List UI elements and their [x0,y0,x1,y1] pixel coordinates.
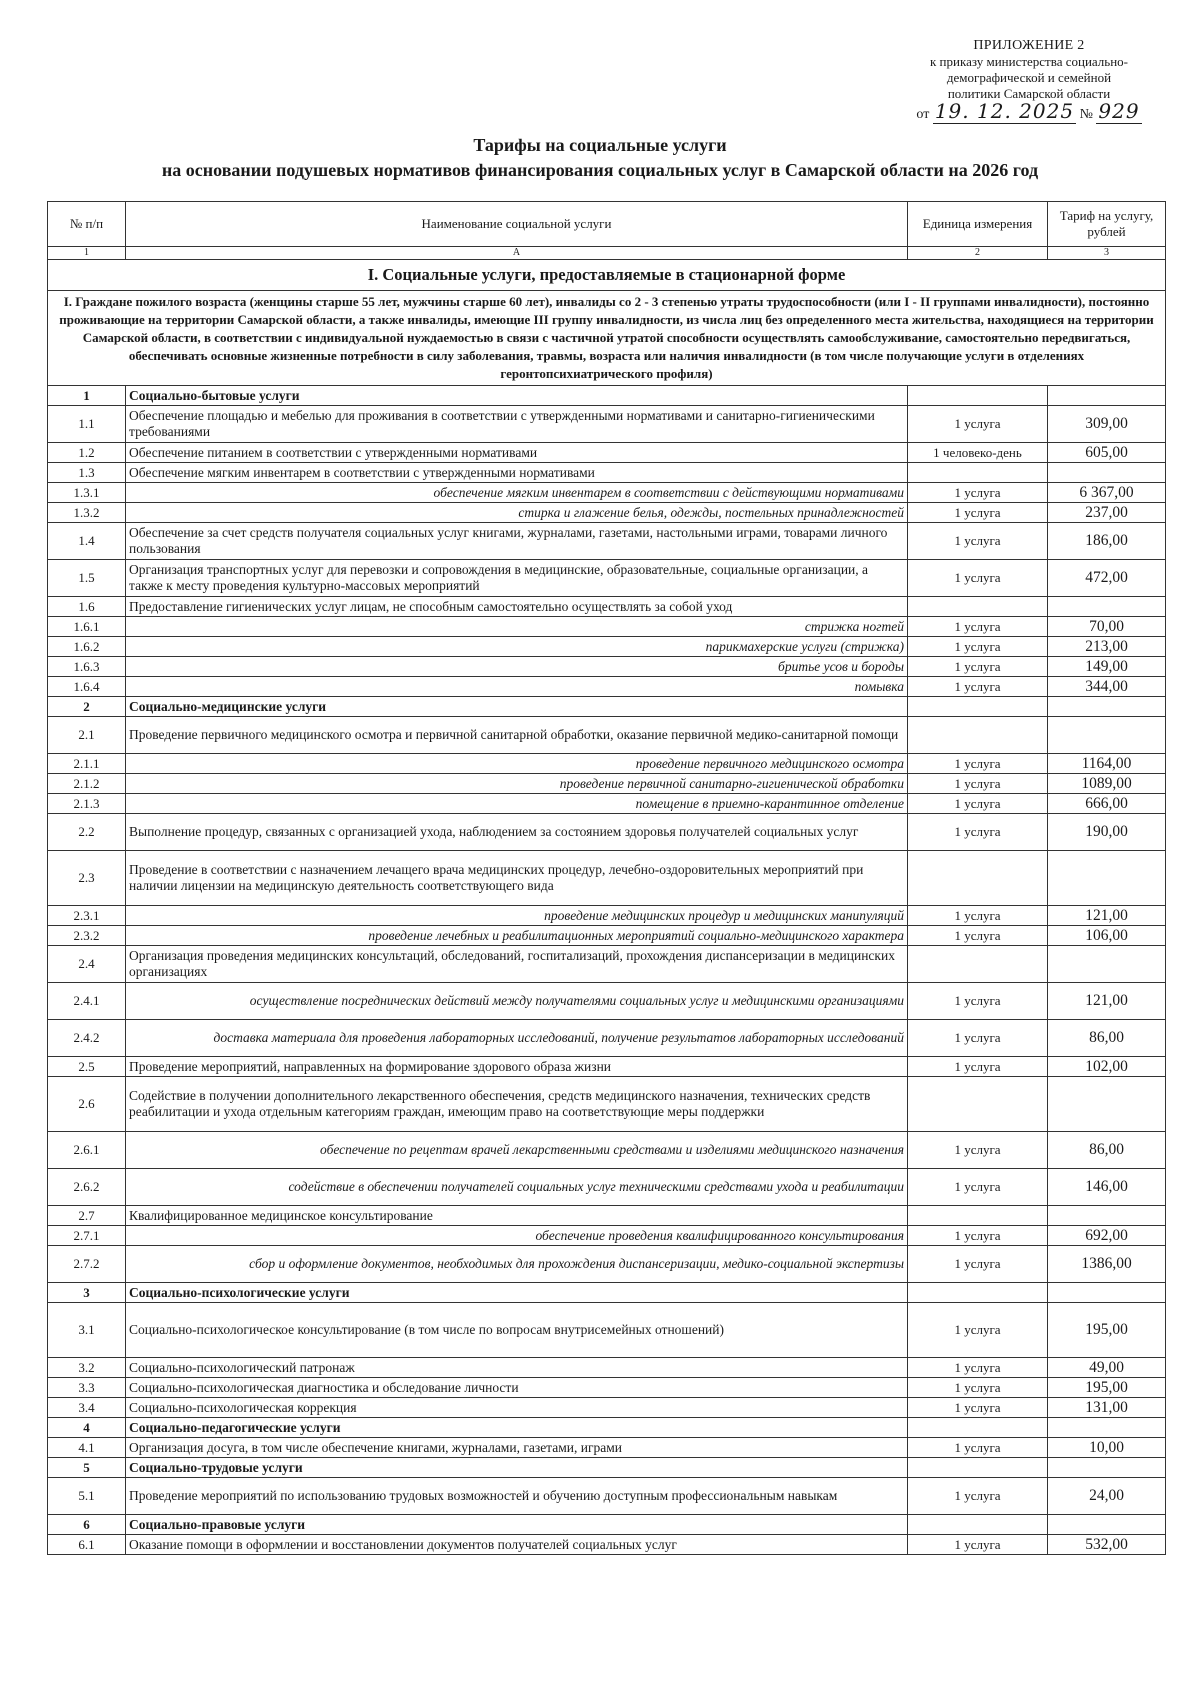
row-number: 1.4 [48,523,126,560]
section-title: I. Социальные услуги, предоставляемые в стационарной форме [48,260,1166,291]
service-name: Обеспечение за счет средств получателя социальных услуг книгами, журналами, газетами, настольными играми, товарами личного пользования [126,523,908,560]
unit-cell [908,1283,1048,1303]
service-name: Проведение мероприятий по использованию трудовых возможностей и обучению доступным профессиональным навыкам [126,1478,908,1515]
tariff-cell: 309,00 [1048,406,1166,443]
service-name: обеспечение по рецептам врачей лекарственными средствами и изделиями медицинского назначения [126,1132,908,1169]
row-number: 4.1 [48,1438,126,1458]
service-name: бритье усов и бороды [126,657,908,677]
tariff-cell: 1386,00 [1048,1246,1166,1283]
table-row [48,794,1166,814]
row-number: 1.6 [48,597,126,617]
service-name: Социально-медицинские услуги [126,697,908,717]
tariff-cell [1048,717,1166,754]
unit-cell: 1 услуга [908,1378,1048,1398]
service-name: Организация досуга, в том числе обеспечение книгами, журналами, газетами, играми [126,1438,908,1458]
row-number: 1.3.2 [48,503,126,523]
tariff-cell: 605,00 [1048,443,1166,463]
row-number: 6.1 [48,1535,126,1555]
row-number: 2.7 [48,1206,126,1226]
unit-cell [908,386,1048,406]
tariff-cell: 121,00 [1048,983,1166,1020]
table-row [48,1226,1166,1246]
unit-cell: 1 услуга [908,1478,1048,1515]
table-row [48,560,1166,597]
group-row [48,386,1166,406]
table-row [48,717,1166,754]
table-row [48,406,1166,443]
table-row [48,657,1166,677]
service-name: Социально-психологические услуги [126,1283,908,1303]
service-name: содействие в обеспечении получателей социальных услуг техническими средствами ухода и реабилитации [126,1169,908,1206]
row-number: 2 [48,697,126,717]
row-number: 3 [48,1283,126,1303]
row-number: 2.5 [48,1057,126,1077]
table-row [48,1478,1166,1515]
service-name: помещение в приемно-карантинное отделение [126,794,908,814]
unit-cell: 1 услуга [908,677,1048,697]
column-index: 2 [908,247,1048,260]
unit-cell: 1 услуга [908,1438,1048,1458]
unit-cell: 1 услуга [908,406,1048,443]
tariff-cell: 131,00 [1048,1398,1166,1418]
service-name: Содействие в получении дополнительного лекарственного обеспечения, средств медицинского назначения, технических средств реабилитации и ухода отдельным категориям граждан, имеющим право на соответствующие меры поддержки [126,1077,908,1132]
unit-cell: 1 услуга [908,906,1048,926]
date-prefix: от [916,107,930,122]
row-number: 1.5 [48,560,126,597]
unit-cell: 1 услуга [908,814,1048,851]
header-tariff: Тариф на услугу, рублей [1048,202,1166,247]
service-name: Проведение мероприятий, направленных на формирование здорового образа жизни [126,1057,908,1077]
unit-cell [908,1077,1048,1132]
unit-cell: 1 услуга [908,983,1048,1020]
unit-cell: 1 услуга [908,503,1048,523]
row-number: 3.2 [48,1358,126,1378]
row-number: 2.4.1 [48,983,126,1020]
unit-cell: 1 услуга [908,794,1048,814]
appendix-block [894,38,1164,123]
unit-cell [908,1206,1048,1226]
header-unit: Единица измерения [908,202,1048,247]
unit-cell: 1 услуга [908,657,1048,677]
row-number: 2.1.1 [48,754,126,774]
row-number: 2.6.1 [48,1132,126,1169]
row-number: 1.3 [48,463,126,483]
table-row [48,1020,1166,1057]
service-name: парикмахерские услуги (стрижка) [126,637,908,657]
unit-cell: 1 услуга [908,1057,1048,1077]
unit-cell: 1 услуга [908,1535,1048,1555]
row-number: 3.1 [48,1303,126,1358]
service-name: обеспечение проведения квалифицированного консультирования [126,1226,908,1246]
service-name: проведение медицинских процедур и медицинских манипуляций [126,906,908,926]
row-number: 2.4 [48,946,126,983]
document-title: Тарифы на социальные услуги [473,135,727,155]
service-name: Квалифицированное медицинское консультирование [126,1206,908,1226]
unit-cell [908,851,1048,906]
tariff-cell: 6 367,00 [1048,483,1166,503]
tariff-cell: 102,00 [1048,1057,1166,1077]
tariff-cell: 121,00 [1048,906,1166,926]
unit-cell: 1 услуга [908,1358,1048,1378]
row-number: 3.3 [48,1378,126,1398]
service-name: Проведение первичного медицинского осмотра и первичной санитарной обработки, оказание первичной медико-санитарной помощи [126,717,908,754]
row-number: 2.4.2 [48,1020,126,1057]
service-name: обеспечение мягким инвентарем в соответствии с действующими нормативами [126,483,908,503]
section-title-row [48,260,1166,291]
row-number: 2.1 [48,717,126,754]
unit-cell [908,1418,1048,1438]
tariff-cell: 472,00 [1048,560,1166,597]
row-number: 1.6.4 [48,677,126,697]
tariff-cell [1048,1458,1166,1478]
table-row [48,1132,1166,1169]
service-name: Проведение в соответствии с назначением лечащего врача медицинских процедур, лечебно-оздоровительных мероприятий при наличии лицензии на медицинскую деятельность соответствующего вида [126,851,908,906]
table-row [48,1438,1166,1458]
service-name: Социально-психологическое консультирование (в том числе по вопросам внутрисемейных отношений) [126,1303,908,1358]
service-name: Обеспечение питанием в соответствии с утвержденными нормативами [126,443,908,463]
unit-cell [908,697,1048,717]
unit-cell: 1 услуга [908,523,1048,560]
tariff-cell: 24,00 [1048,1478,1166,1515]
table-row [48,1535,1166,1555]
service-name: Организация транспортных услуг для перевозки и сопровождения в медицинские, образовательные, социальные организации, а также к месту проведения культурно-массовых мероприятий [126,560,908,597]
unit-cell [908,463,1048,483]
unit-cell [908,946,1048,983]
table-row [48,774,1166,794]
row-number: 2.1.2 [48,774,126,794]
row-number: 1.6.3 [48,657,126,677]
tariff-cell: 195,00 [1048,1303,1166,1358]
tariff-cell: 106,00 [1048,926,1166,946]
order-date: 19. 12. 2025 [934,99,1075,123]
tariff-cell: 149,00 [1048,657,1166,677]
table-row [48,983,1166,1020]
tariff-cell: 195,00 [1048,1378,1166,1398]
tariff-cell: 190,00 [1048,814,1166,851]
service-name: Социально-психологическая диагностика и обследование личности [126,1378,908,1398]
tariff-cell [1048,1077,1166,1132]
appendix-title: ПРИЛОЖЕНИЕ 2 [973,38,1085,53]
table-row [48,926,1166,946]
group-row [48,1515,1166,1535]
service-name: Организация проведения медицинских консультаций, обследований, госпитализаций, прохождения диспансеризации в медицинских организациях [126,946,908,983]
tariff-cell [1048,697,1166,717]
service-name: Выполнение процедур, связанных с организацией ухода, наблюдением за состоянием здоровья получателей социальных услуг [126,814,908,851]
row-number: 2.1.3 [48,794,126,814]
unit-cell: 1 услуга [908,1246,1048,1283]
tariff-cell: 146,00 [1048,1169,1166,1206]
service-name: проведение лечебных и реабилитационных мероприятий социально-медицинского характера [126,926,908,946]
tariff-cell: 10,00 [1048,1438,1166,1458]
row-number: 6 [48,1515,126,1535]
appendix-line: демографической и семейной [946,70,1112,85]
table-row [48,1169,1166,1206]
tariff-cell: 532,00 [1048,1535,1166,1555]
tariff-cell: 86,00 [1048,1020,1166,1057]
service-name: стирка и глажение белья, одежды, постельных принадлежностей [126,503,908,523]
table-row [48,814,1166,851]
column-index-row [48,247,1166,260]
tariff-cell: 86,00 [1048,1132,1166,1169]
group-row [48,1418,1166,1438]
recipient-category: I. Граждане пожилого возраста (женщины старше 55 лет, мужчины старше 60 лет), инвалиды со 2 - 3 степенью утраты трудоспособности (или I - II группами инвалидности), постоянно проживающие на территории Самарской области, а также инвалиды, имеющие III группу инвалидности, из числа лиц без определенного места жительства, находящиеся на территории Самарской области, в соответствии с индивидуальной нуждаемостью в связи с частичной утратой способности осуществлять самообслуживание, самостоятельно передвигаться, обеспечивать основные жизненные потребности в силу заболевания, травмы, возраста или наличия инвалидности (в том числе получающие услуги в отделениях геронтопсихиатрического профиля) [48,291,1166,386]
row-number: 2.3 [48,851,126,906]
category-row [48,291,1166,386]
tariff-cell: 49,00 [1048,1358,1166,1378]
unit-cell: 1 услуга [908,1132,1048,1169]
row-number: 2.2 [48,814,126,851]
row-number: 5.1 [48,1478,126,1515]
tariff-cell [1048,386,1166,406]
service-name: Социально-трудовые услуги [126,1458,908,1478]
tariff-cell: 70,00 [1048,617,1166,637]
table-header-row [48,202,1166,247]
row-number: 2.6 [48,1077,126,1132]
unit-cell: 1 услуга [908,1398,1048,1418]
table-row [48,1246,1166,1283]
service-name: стрижка ногтей [126,617,908,637]
number-prefix: № [1079,107,1093,122]
service-name: Социально-психологическая коррекция [126,1398,908,1418]
table-row [48,1206,1166,1226]
table-row [48,1057,1166,1077]
service-name: проведение первичного медицинского осмотра [126,754,908,774]
order-date-line [894,99,1164,123]
unit-cell: 1 услуга [908,1020,1048,1057]
tariff-cell [1048,1515,1166,1535]
tariff-cell [1048,946,1166,983]
tariff-cell: 692,00 [1048,1226,1166,1246]
tariff-cell: 237,00 [1048,503,1166,523]
service-name: осуществление посреднических действий между получателями социальных услуг и медицинскими организациями [126,983,908,1020]
column-index: А [126,247,908,260]
row-number: 2.7.1 [48,1226,126,1246]
document-subtitle: на основании подушевых нормативов финансирования социальных услуг в Самарской области на 2026 год [161,160,1039,180]
unit-cell: 1 услуга [908,774,1048,794]
tariff-cell: 1089,00 [1048,774,1166,794]
row-number: 2.3.1 [48,906,126,926]
service-name: Социально-педагогические услуги [126,1418,908,1438]
unit-cell: 1 услуга [908,1169,1048,1206]
row-number: 4 [48,1418,126,1438]
group-row [48,1458,1166,1478]
unit-cell [908,717,1048,754]
unit-cell: 1 человеко-день [908,443,1048,463]
unit-cell [908,1458,1048,1478]
service-name: Оказание помощи в оформлении и восстановлении документов получателей социальных услуг [126,1535,908,1555]
tariff-cell: 344,00 [1048,677,1166,697]
table-row [48,1077,1166,1132]
order-number: 929 [1098,99,1140,123]
row-number: 1.6.2 [48,637,126,657]
tariff-cell [1048,597,1166,617]
unit-cell [908,1515,1048,1535]
column-index: 1 [48,247,126,260]
table-row [48,523,1166,560]
table-row [48,463,1166,483]
unit-cell: 1 услуга [908,637,1048,657]
table-row [48,617,1166,637]
row-number: 1.1 [48,406,126,443]
tariff-cell: 213,00 [1048,637,1166,657]
row-number: 2.7.2 [48,1246,126,1283]
table-row [48,597,1166,617]
unit-cell [908,597,1048,617]
unit-cell: 1 услуга [908,560,1048,597]
table-row [48,906,1166,926]
unit-cell: 1 услуга [908,1303,1048,1358]
header-number: № п/п [48,202,126,247]
unit-cell: 1 услуга [908,926,1048,946]
row-number: 1.6.1 [48,617,126,637]
row-number: 1.2 [48,443,126,463]
unit-cell: 1 услуга [908,617,1048,637]
service-name: доставка материала для проведения лабораторных исследований, получение результатов лабораторных исследований [126,1020,908,1057]
table-row [48,677,1166,697]
table-row [48,851,1166,906]
service-name: помывка [126,677,908,697]
service-name: Социально-правовые услуги [126,1515,908,1535]
row-number: 2.3.2 [48,926,126,946]
table-row [48,503,1166,523]
service-name: Социально-психологический патронаж [126,1358,908,1378]
appendix-line: к приказу министерства социально- [929,54,1128,69]
table-row [48,1378,1166,1398]
appendix-line: политики Самарской области [947,86,1111,101]
tariff-table [47,201,1166,1555]
group-row [48,1283,1166,1303]
column-index: 3 [1048,247,1166,260]
row-number: 1 [48,386,126,406]
table-row [48,1303,1166,1358]
row-number: 2.6.2 [48,1169,126,1206]
service-name: проведение первичной санитарно-гигиенической обработки [126,774,908,794]
tariff-cell: 1164,00 [1048,754,1166,774]
service-name: сбор и оформление документов, необходимых для прохождения диспансеризации, медико-социальной экспертизы [126,1246,908,1283]
service-name: Социально-бытовые услуги [126,386,908,406]
service-name: Обеспечение площадью и мебелью для проживания в соответствии с утвержденными нормативами и санитарно-гигиеническими требованиями [126,406,908,443]
tariff-cell [1048,851,1166,906]
tariff-cell [1048,1206,1166,1226]
table-row [48,443,1166,463]
unit-cell: 1 услуга [908,483,1048,503]
tariff-cell [1048,1283,1166,1303]
tariff-cell: 666,00 [1048,794,1166,814]
tariff-cell [1048,463,1166,483]
table-row [48,637,1166,657]
tariff-cell [1048,1418,1166,1438]
table-row [48,1398,1166,1418]
row-number: 5 [48,1458,126,1478]
service-name: Предоставление гигиенических услуг лицам, не способным самостоятельно осуществлять за собой уход [126,597,908,617]
table-row [48,754,1166,774]
group-row [48,697,1166,717]
row-number: 3.4 [48,1398,126,1418]
table-row [48,483,1166,503]
unit-cell: 1 услуга [908,1226,1048,1246]
table-row [48,1358,1166,1378]
service-name: Обеспечение мягким инвентарем в соответствии с утвержденными нормативами [126,463,908,483]
unit-cell: 1 услуга [908,754,1048,774]
table-row [48,946,1166,983]
header-name: Наименование социальной услуги [126,202,908,247]
tariff-cell: 186,00 [1048,523,1166,560]
row-number: 1.3.1 [48,483,126,503]
